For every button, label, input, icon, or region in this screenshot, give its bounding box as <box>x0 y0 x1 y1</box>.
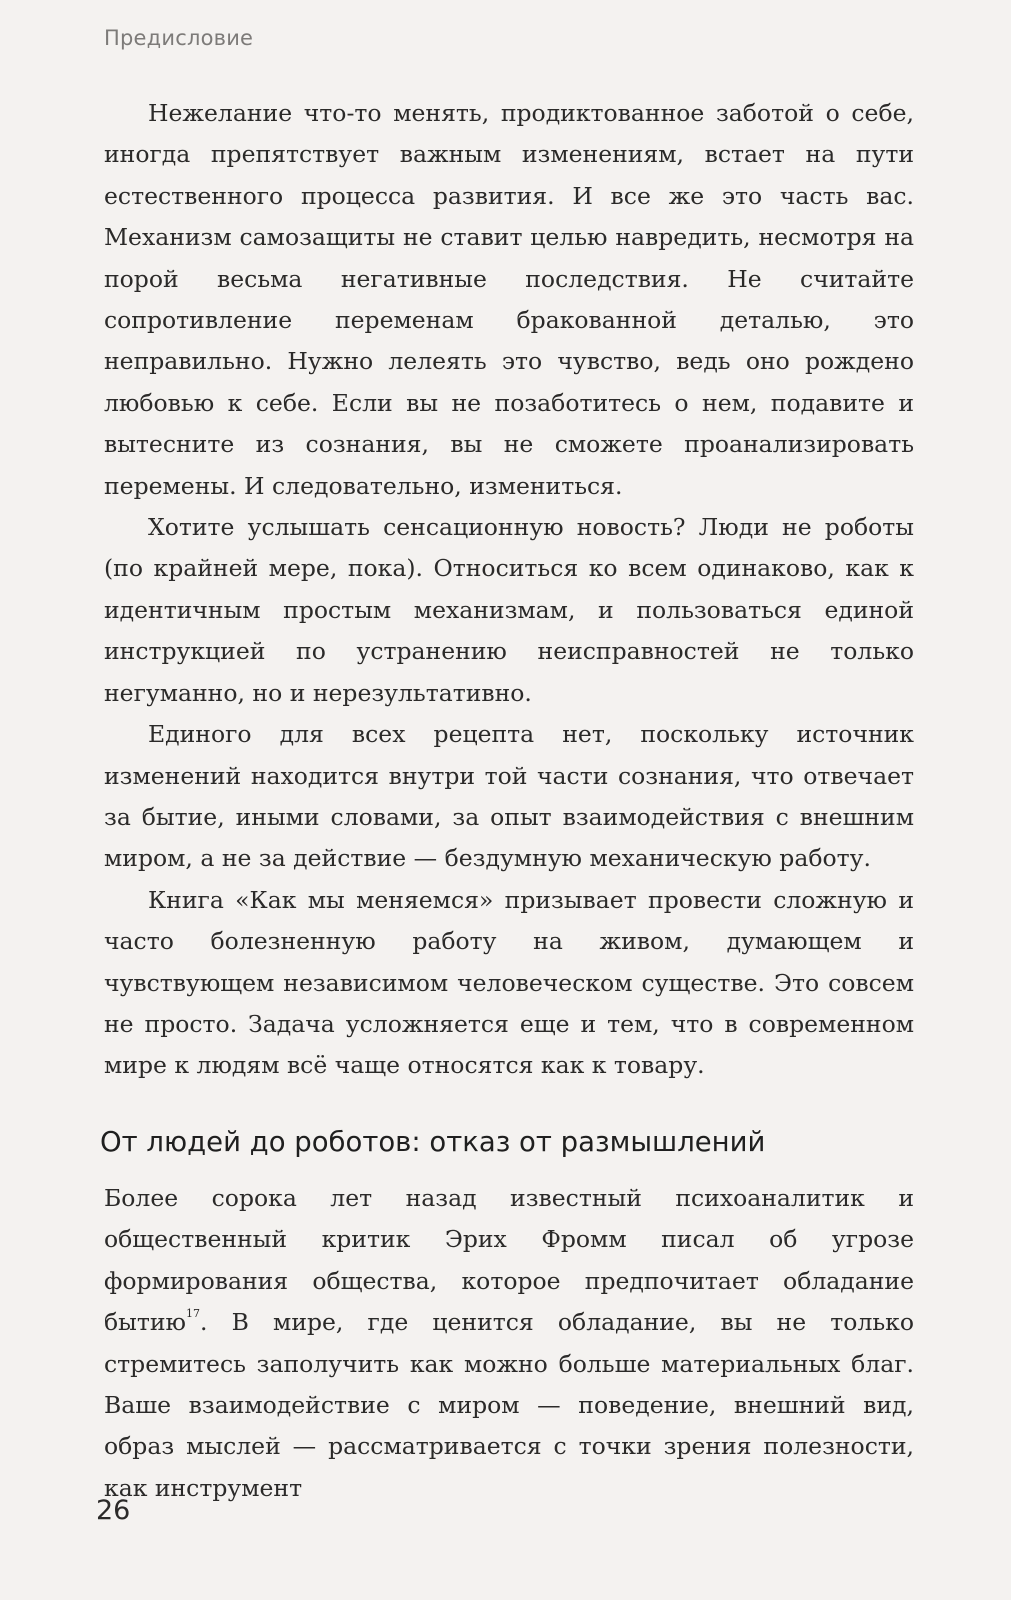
paragraph-text: Более сорока лет назад известный психоаналитик и общественный критик Эрих Фромм писал об угрозе формирования общества, которое предпочитает обладание бытию <box>104 1184 914 1337</box>
paragraph: Единого для всех рецепта нет, поскольку источник изменений находится внутри той части сознания, что отвечает за бытие, иными словами, за опыт взаимодействия с внешним миром, а не за действие — бездумную механическую работу. <box>104 720 914 873</box>
running-header: Предисловие <box>104 26 254 50</box>
paragraph-text: . В мире, где ценится обладание, вы не только стремитесь заполучить как можно больше материальных благ. Ваше взаимодействие с миром — поведение, внешний вид, образ мыслей — рассматривается с точки зрения полезности, как инструмент <box>104 1308 914 1502</box>
body-text-section <box>104 1178 914 1509</box>
paragraph: Книга «Как мы меняемся» призывает провести сложную и часто болезненную работу на живом, думающем и чувствующем независимом человеческом существе. Это совсем не просто. Задача усложняется еще и тем, что в современном мире к людям всё чаще относятся как к товару. <box>104 885 914 1080</box>
footnote-reference: 17 <box>185 1307 200 1321</box>
paragraph: Хотите услышать сенсационную новость? Люди не роботы (по крайней мере, пока). Относиться ко всем одинаково, как к идентичным простым механизмам, и пользоваться единой инструкцией по устранению неисправностей не только негуманно, но и нерезультативно. <box>104 513 914 707</box>
page-number: 26 <box>96 1495 131 1526</box>
paragraph: Нежелание что-то менять, продиктованное заботой о себе, иногда препятствует важным изменениям, встает на пути естественного процесса развития. И все же это часть вас. Механизм самозащиты не ставит целью навредить, несмотря на порой весьма негативные последствия. Не считайте сопротивление переменам бракованной деталью, это неправильно. Нужно лелеять это чувство, ведь оно рождено любовью к себе. Если вы не позаботитесь о нем, подавите и вытесните из сознания, вы не сможете проанализировать перемены. И следовательно, измениться. <box>104 99 914 500</box>
paragraph <box>104 1178 914 1509</box>
section-heading: От людей до роботов: отказ от размышлений <box>100 1126 766 1158</box>
body-text-top <box>104 93 914 1087</box>
